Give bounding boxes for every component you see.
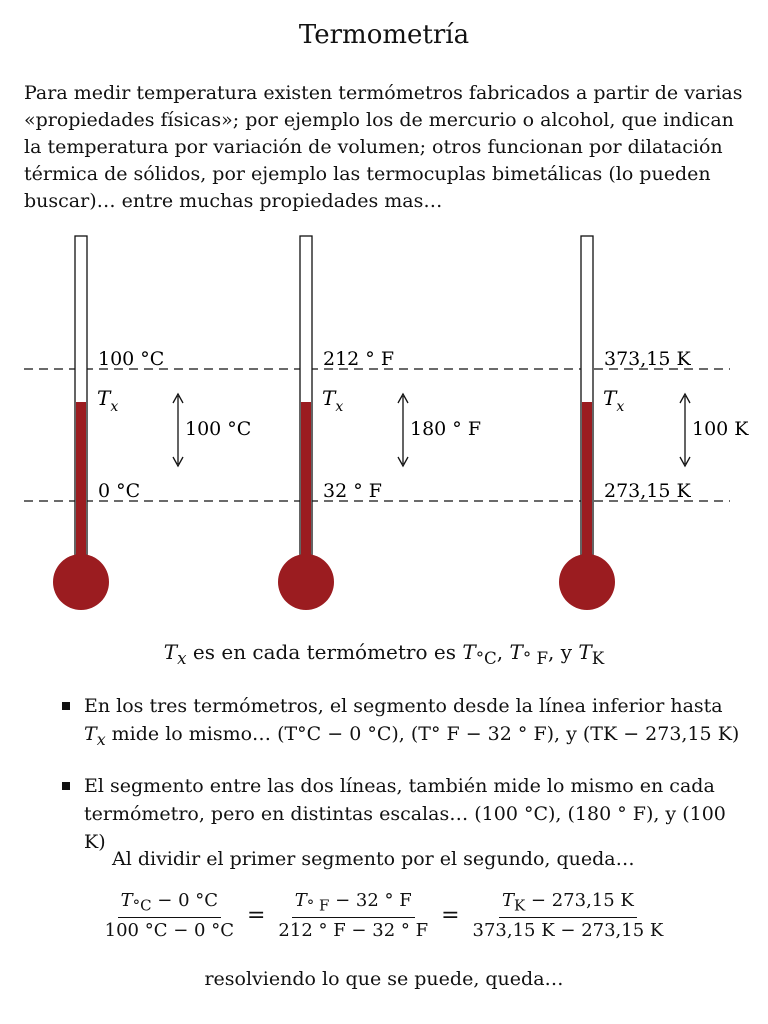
- upper-label: 212 ° F: [323, 348, 395, 370]
- tx-symbol: $T_x$: [163, 640, 187, 668]
- bullet-square-icon: [62, 702, 70, 710]
- interval-label: 100 K: [692, 418, 749, 440]
- liquid-column: [301, 402, 311, 562]
- fraction-kelvin: $\frac{T_K - 273,15 K}{373,15 K - 273,15 K}$: [472, 890, 664, 941]
- bullet-square-icon: [62, 782, 70, 790]
- tc-symbol: T: [462, 640, 476, 664]
- tc-sub: °C: [475, 649, 497, 668]
- interval-label: 100 °C: [185, 418, 252, 440]
- tk-symbol: T: [578, 640, 592, 664]
- page-title: Termometría: [298, 20, 470, 50]
- thermometer-fahrenheit: [278, 236, 481, 610]
- caption-text: es en cada termómetro es: [186, 640, 463, 664]
- resolve-text: resolviendo lo que se puede, queda…: [204, 968, 564, 990]
- lower-label: 0 °C: [98, 480, 141, 502]
- liquid-column: [76, 402, 86, 562]
- tf-symbol: T: [509, 640, 523, 664]
- equals-sign: =: [441, 902, 460, 928]
- tx-label: $T_x$: [322, 386, 344, 415]
- bulb: [53, 554, 109, 610]
- fraction-fahrenheit: $\frac{T_{^\circ F} - 32 ^\circ F}{212 ^\circ F - 32 ^\circ F}$: [278, 890, 429, 941]
- list-item: El segmento entre las dos líneas, también mide lo mismo en cada termómetro, pero en distintas escalas… (100 °C), (180 ° F), y (100 K): [60, 772, 750, 856]
- fraction-celsius: $\frac{T_{^\circ C} - 0 ^\circ C}{100 ^\circ C - 0 ^\circ C}$: [104, 890, 234, 941]
- lower-label: 273,15 K: [604, 480, 691, 502]
- tx-label: $T_x$: [97, 386, 119, 415]
- tx-label: $T_x$: [603, 386, 625, 415]
- thermometer-kelvin: [559, 236, 749, 610]
- intro-paragraph: Para medir temperatura existen termómetros fabricados a partir de varias «propiedades físicas»; por ejemplo los de mercurio o alcohol, que indican la temperatura por variación de volumen; otros funcionan por dilatación térmica de sólidos, por ejemplo las termocuplas bimetálicas (lo pueden buscar)… entre muchas propiedades mas…: [24, 82, 743, 212]
- upper-label: 373,15 K: [604, 348, 691, 370]
- equation: [0, 890, 768, 941]
- bulb: [559, 554, 615, 610]
- interval-label: 180 ° F: [410, 418, 482, 440]
- lower-label: 32 ° F: [323, 480, 382, 502]
- thermometers-diagram: [0, 228, 768, 618]
- bulb: [278, 554, 334, 610]
- diagram-caption: $T_x$ es en cada termómetro es $T_{^\circ C}$, $T_{^\circ F}$, y $T_K$: [163, 640, 605, 668]
- equals-sign: =: [246, 902, 266, 928]
- bullet-list: [60, 692, 750, 874]
- list-item: En los tres termómetros, el segmento desde la línea inferior hasta $T_x$ mide lo mismo… (T°C − 0 °C), (T° F − 32 ° F), y (TK − 273,15 K): [60, 692, 750, 754]
- upper-label: 100 °C: [98, 348, 165, 370]
- conclusion-text: Al dividir el primer segmento por el segundo, queda…: [112, 848, 635, 870]
- liquid-column: [582, 402, 592, 562]
- thermometer-celsius: [53, 236, 251, 610]
- tf-sub: ° F: [522, 649, 549, 668]
- tk-sub: K: [591, 649, 605, 668]
